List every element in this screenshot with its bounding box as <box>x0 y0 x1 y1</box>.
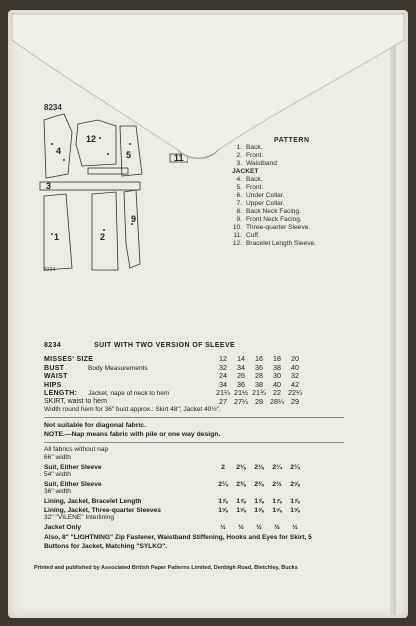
piece-item <box>228 184 316 192</box>
not-suitable-note: Not suitable for diagonal fabric. <box>44 421 146 429</box>
yardage-value: ½ <box>220 523 226 531</box>
measurement-label: BUST <box>44 364 65 372</box>
piece-item <box>228 192 316 200</box>
measurement-label: HIPS <box>44 381 62 389</box>
piece-item <box>228 224 316 232</box>
yardage-value: 1⅞ <box>218 497 228 505</box>
yardage-values <box>214 498 304 505</box>
piece-label-5: 5 <box>126 150 132 160</box>
measurement-chart <box>44 342 384 551</box>
size-value: 16 <box>255 354 263 363</box>
yardage-value: 2⅛ <box>254 463 264 471</box>
measurement-value: 32 <box>291 371 299 381</box>
pattern-pieces-list <box>228 137 317 248</box>
yardage-value: 1⅝ <box>290 506 300 514</box>
jacket-heading: JACKET <box>232 168 259 175</box>
size-value: 12 <box>219 354 227 363</box>
length-label: LENGTH: <box>44 390 78 398</box>
yardage-value: 2½ <box>272 480 282 488</box>
piece-name: Bracelet Length Sleeve. <box>246 240 317 247</box>
nap-note: NOTE.—Nap means fabric with pile or one way design. <box>44 430 221 438</box>
measurement-value: 34 <box>219 379 227 389</box>
piece-item <box>228 144 316 152</box>
skirt-length-desc: SKIRT, waist to hem <box>44 397 107 405</box>
yardage-value: ½ <box>274 523 280 531</box>
yardage-value: 2¼ <box>272 463 282 471</box>
piece-label-1: 1 <box>54 232 60 242</box>
measurement-value: 28 <box>255 371 263 381</box>
yardage-label: Lining, Jacket, Three-quarter Sleeves <box>44 506 161 514</box>
divider <box>44 417 344 418</box>
yardage-row <box>44 522 384 531</box>
piece-number: 8. <box>236 208 242 215</box>
yardage-row <box>44 496 384 505</box>
piece-item <box>228 232 316 240</box>
measurement-label-cell <box>44 365 214 372</box>
piece-number: 9. <box>236 216 242 223</box>
publisher-line: Printed and published by Associated British Paper Patterns Limited, Denbigh Road, Bletchley, Bucks <box>34 565 298 571</box>
fabric-width-label: All fabrics without nap <box>44 445 109 453</box>
skirt-value: 29 <box>291 396 299 406</box>
yardage-value: ½ <box>238 523 244 531</box>
yardage-row <box>44 479 384 488</box>
yardage-value: 1⅝ <box>218 506 228 514</box>
piece-number: 3. <box>236 160 242 167</box>
measurement-value: 38 <box>273 362 281 372</box>
yardage-value: 1⅞ <box>272 497 282 505</box>
skirt-length-row <box>44 397 384 406</box>
divider <box>44 442 344 443</box>
jacket-pieces <box>228 176 316 248</box>
piece-name: Back Neck Facing. <box>246 208 301 215</box>
piece-number: 1. <box>236 144 242 151</box>
yardage-label: Suit, Either Sleeve <box>44 480 102 488</box>
length-value: 21¼ <box>216 388 230 398</box>
skirt-value: 28 <box>255 396 263 406</box>
yardage-values <box>214 507 304 514</box>
pattern-title: SUIT WITH TWO VERSION OF SLEEVE <box>94 342 236 349</box>
measurement-value: 42 <box>291 379 299 389</box>
piece-number: 2. <box>236 152 242 159</box>
body-measurements <box>44 363 384 389</box>
piece-name: Under Collar. <box>246 192 285 199</box>
yardage-value: 2¼ <box>290 463 300 471</box>
yardage-value: 1⅝ <box>236 506 246 514</box>
measurement-label-cell <box>44 382 214 389</box>
piece-name: Front. <box>246 152 264 159</box>
yardage-value: 1⅝ <box>254 506 264 514</box>
fabric-width-label: 54" width <box>44 470 71 478</box>
piece-label-2: 2 <box>100 232 106 242</box>
piece-waistband <box>40 182 140 190</box>
piece-number: 12. <box>232 240 242 247</box>
skirt-pieces <box>228 144 316 168</box>
piece-front-facing <box>124 190 140 268</box>
length-value: 22¼ <box>288 388 302 398</box>
size-value: 18 <box>273 354 281 363</box>
measurement-value: 40 <box>291 362 299 372</box>
piece-item <box>228 176 316 184</box>
piece-label-12: 12 <box>86 134 97 144</box>
size-value: 14 <box>237 354 245 363</box>
hem-width-note: Width round hem for 36" bust approx.: Skirt 48"; Jacket 40½". <box>44 405 221 413</box>
fabric-width-label: 66" width <box>44 453 71 461</box>
piece-name: Back. <box>246 144 263 151</box>
yardage-table <box>44 446 384 531</box>
yardage-values <box>214 524 304 531</box>
measurement-label-cell <box>44 373 214 380</box>
piece-label-4: 4 <box>56 146 62 156</box>
measurement-value: 32 <box>219 362 227 372</box>
piece-label-9: 9 <box>131 214 137 224</box>
piece-item <box>228 216 316 224</box>
piece-item <box>228 208 316 216</box>
yardage-value: 1⅞ <box>254 497 264 505</box>
yardage-values <box>214 481 304 488</box>
yardage-row <box>44 505 384 514</box>
piece-name: Back. <box>246 176 263 183</box>
length-value: 21¾ <box>252 388 266 398</box>
yardage-value: 1⅞ <box>236 497 246 505</box>
length-value: 21½ <box>234 388 248 398</box>
pattern-heading: PATTERN <box>274 137 310 144</box>
measurement-value: 38 <box>255 379 263 389</box>
piece-name: Upper Collar. <box>246 200 285 207</box>
size-value: 20 <box>291 354 299 363</box>
yardage-value: 2⅜ <box>236 480 246 488</box>
measurement-value: 24 <box>219 371 227 381</box>
measurement-value: 30 <box>273 371 281 381</box>
diagram-small-code: 8234 <box>44 267 56 273</box>
piece-name: Three-quarter Sleeve. <box>246 224 311 231</box>
piece-number: 11. <box>233 232 242 239</box>
yardage-value: 1⅝ <box>272 506 282 514</box>
piece-name: Front. <box>246 184 264 191</box>
fabric-width-label: 32" "VILENE" Interlining <box>44 513 115 521</box>
yardage-value: 2⅝ <box>290 480 300 488</box>
skirt-value: 27 <box>219 396 227 406</box>
fabric-width-label: 36" width <box>44 487 71 495</box>
piece-number: 10. <box>232 224 242 231</box>
length-value: 22 <box>273 388 281 398</box>
yardage-label: Suit, Either Sleeve <box>44 463 102 471</box>
measurement-value: 36 <box>237 379 245 389</box>
pattern-code: 8234 <box>44 342 62 349</box>
measurement-value: 26 <box>237 371 245 381</box>
envelope-flap <box>8 10 408 170</box>
piece-item <box>228 152 316 160</box>
measurement-value: 36 <box>255 362 263 372</box>
diagram-code: 8234 <box>44 103 62 112</box>
piece-number: 4. <box>236 176 242 183</box>
piece-name: Front Neck Facing. <box>246 216 302 223</box>
body-measurements-label: Body Measurements <box>88 364 148 372</box>
yardage-value: 1⅞ <box>290 497 300 505</box>
notions-note: Also, 8" "LIGHTNING" Zip Fastener, Waistband Stiffening, Hooks and Eyes for Skirt, 5 Buttons for Jacket, Matching "SYLKO". <box>44 533 312 550</box>
piece-item <box>228 200 316 208</box>
measurement-value: 40 <box>273 379 281 389</box>
skirt-value: 28¼ <box>270 396 284 406</box>
yardage-value: 2⅜ <box>254 480 264 488</box>
yardage-row <box>44 462 384 471</box>
piece-name: Waistband <box>246 160 277 167</box>
piece-label-3: 3 <box>46 181 52 191</box>
piece-skirt-front <box>92 192 118 270</box>
yardage-value: 2 <box>221 463 225 471</box>
skirt-value: 27¼ <box>234 396 248 406</box>
piece-item <box>228 240 316 248</box>
piece-number: 5. <box>236 184 242 191</box>
yardage-value: 2⅛ <box>236 463 246 471</box>
piece-number: 7. <box>236 200 242 207</box>
yardage-label: Jacket Only <box>44 523 82 531</box>
measurement-value: 34 <box>237 362 245 372</box>
yardage-values <box>214 464 304 471</box>
yardage-value: 2¼ <box>218 480 228 488</box>
yardage-label: Lining, Jacket, Bracelet Length <box>44 497 142 505</box>
piece-label-11: 11 <box>174 153 184 163</box>
size-label: MISSES' SIZE <box>44 356 94 363</box>
piece-item <box>228 160 316 168</box>
length-desc: Jacket, nape of neck to hem <box>88 390 170 398</box>
yardage-value: ½ <box>256 523 262 531</box>
yardage-value: ½ <box>292 523 298 531</box>
measurement-label: WAIST <box>44 373 68 381</box>
piece-number: 6. <box>236 192 242 199</box>
piece-name: Cuff. <box>246 232 260 239</box>
